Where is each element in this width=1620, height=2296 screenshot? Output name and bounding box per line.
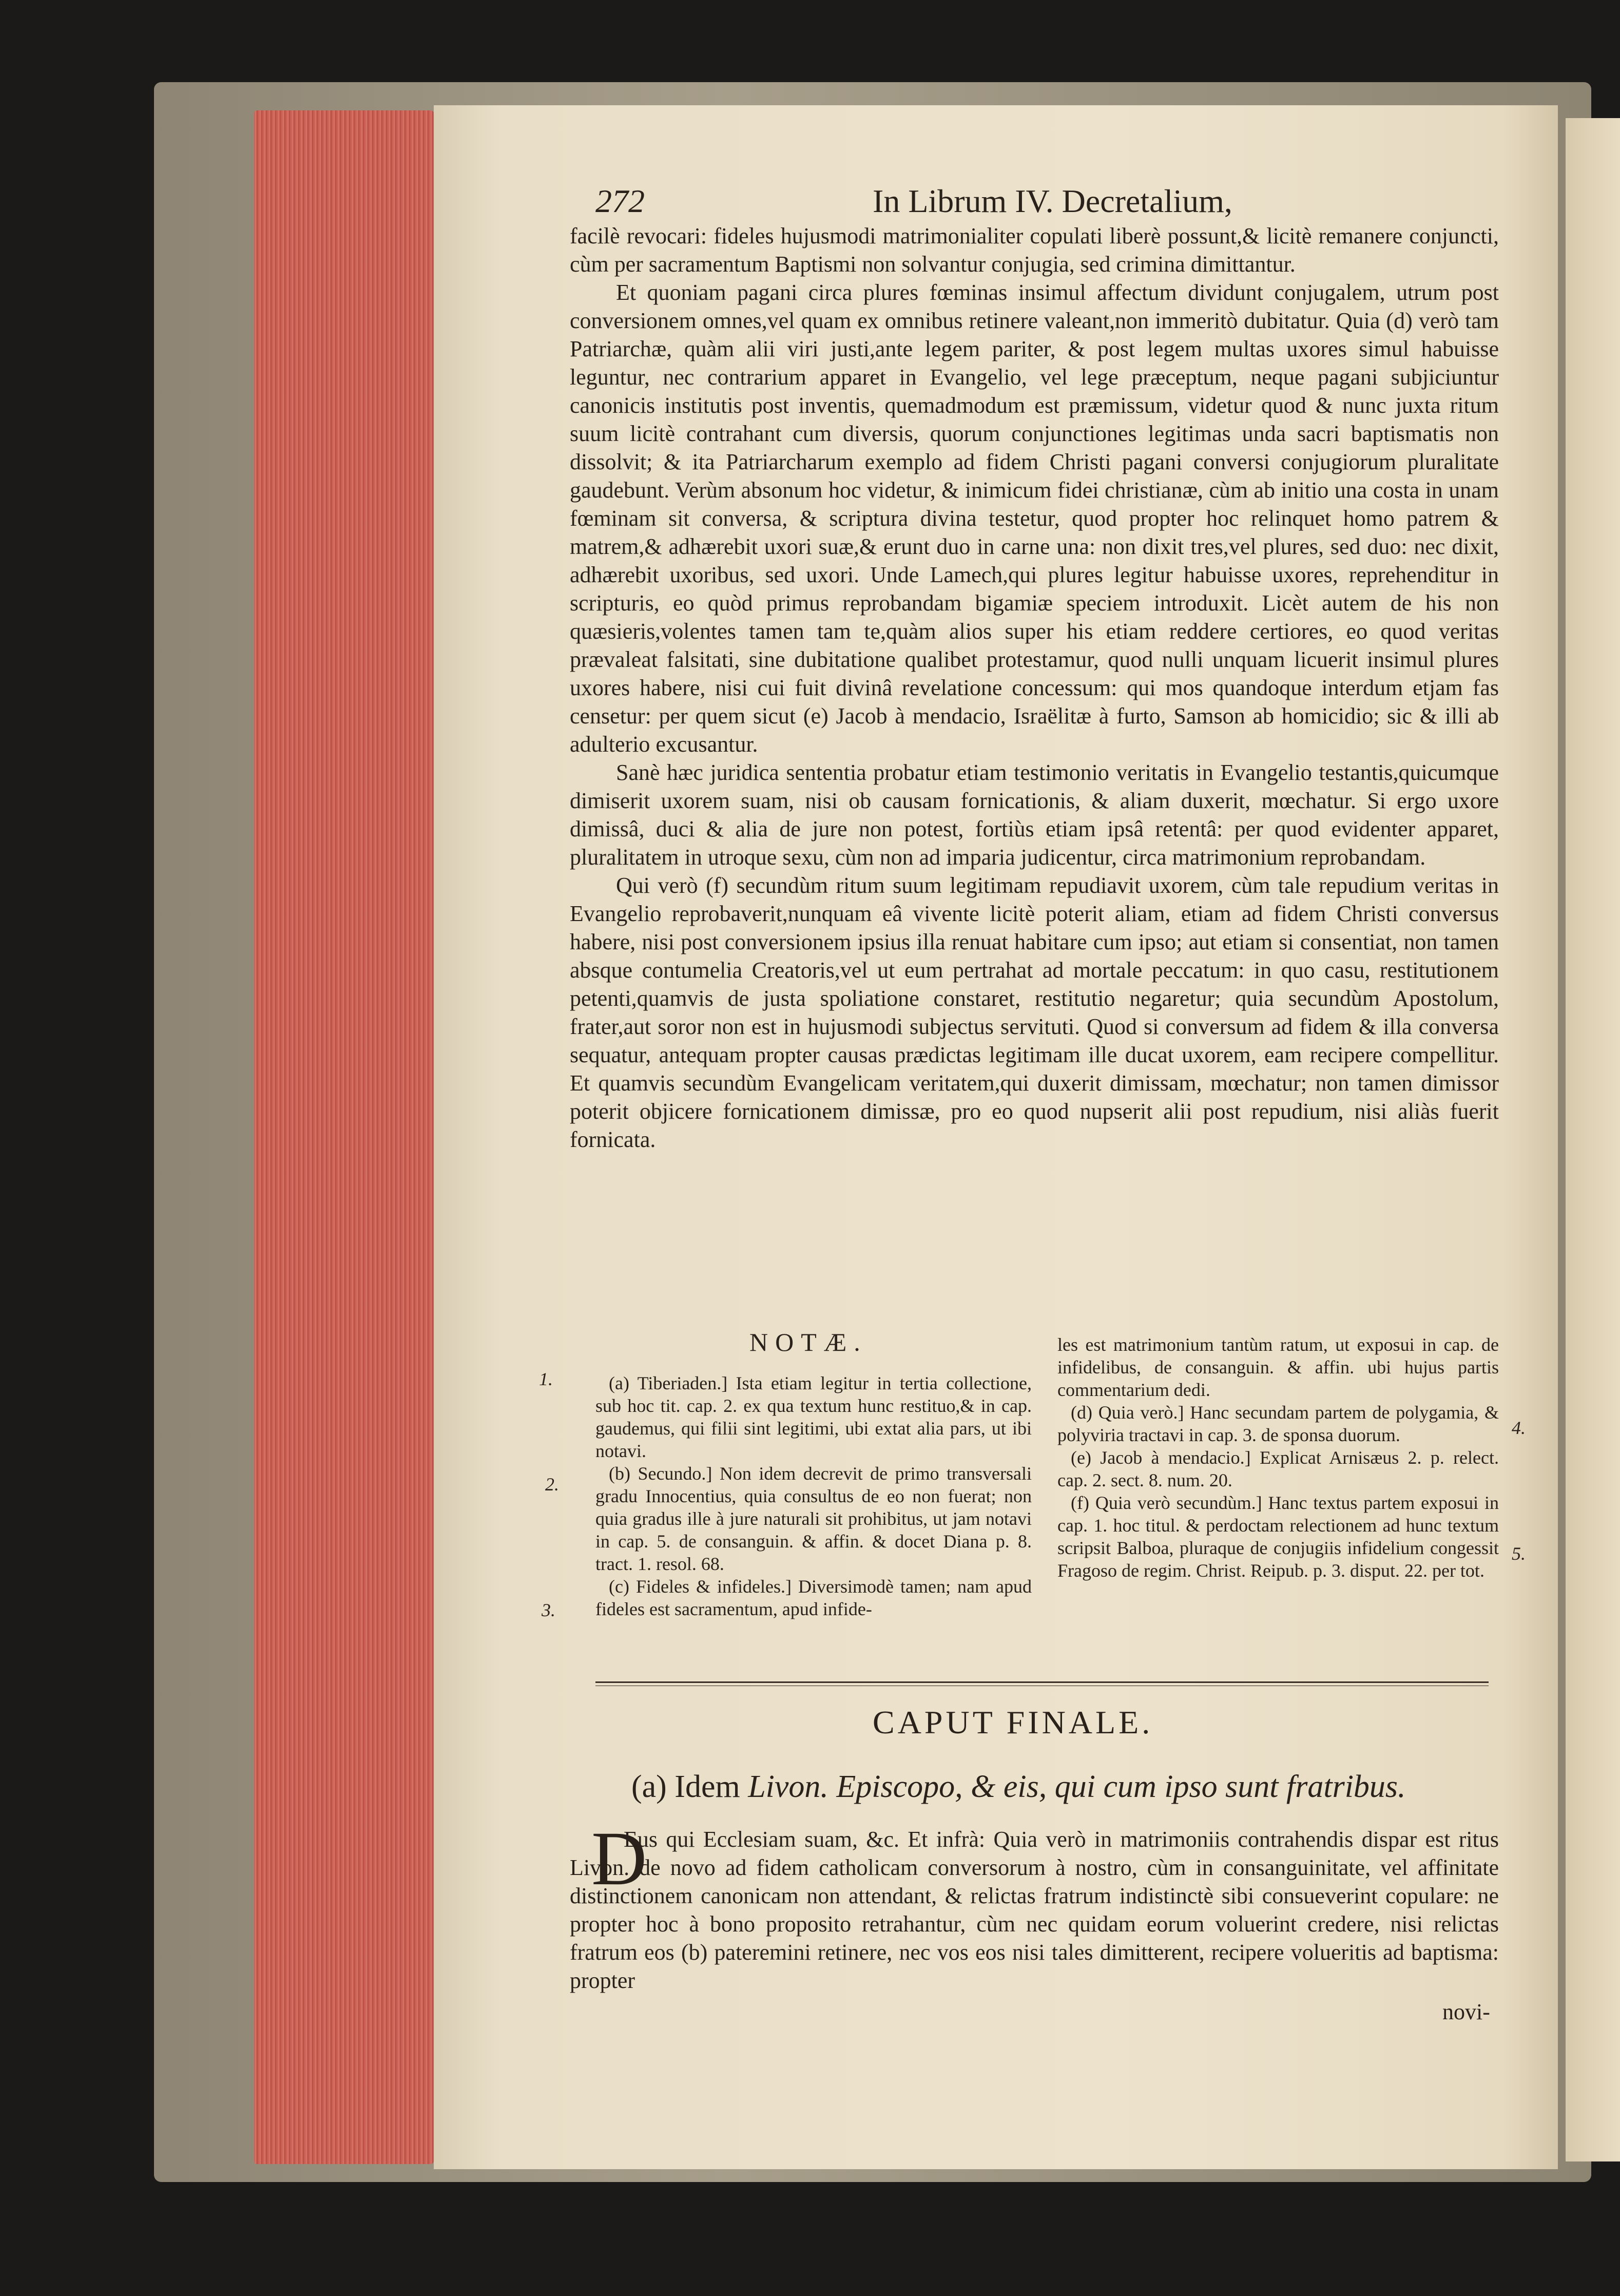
margin-number: 2. <box>545 1474 559 1495</box>
chapter-title: CAPUT FINALE. <box>873 1704 1153 1740</box>
main-text <box>570 222 1499 1154</box>
notes-left-column <box>595 1372 1032 1620</box>
divider-rule <box>595 1681 1489 1683</box>
note-entry: (f) Quia verò secundùm.] Hanc textus partem exposui in cap. 1. hoc titul. & perdoctam relectionem ad hunc textum scripsit Balboa, pluraque de conjugiis infidelium congessit Fragoso de regim. Christ. Reipub. p. 3. disput. 22. per tot. <box>1057 1493 1499 1581</box>
note-entry: (e) Jacob à mendacio.] Explicat Arnisæus 2. p. relect. cap. 2. sect. 8. num. 20. <box>1057 1447 1499 1490</box>
chapter-paragraph: Eus qui Ecclesiam suam, &c. Et infrà: Quia verò in matrimoniis contrahendis dispar est ritus Livon. de novo ad fidem catholicam conversorum à nostro, cùm in consanguinitate, vel affinitate distinctionem canonicam non attendant, & relictas fratrum indistinctè sibi consueverint copulare: ne propter hoc à bono proposito retrahantur, cùm nec quidam eorum voluerint credere, nisi relictas fratrum eos (b) pateremini retinere, nec vos eos nisi tales dimitterent, recipere volueritis ad baptisma: propter <box>570 1827 1499 1993</box>
note-entry: (c) Fideles & infideles.] Diversimodè tamen; nam apud fideles est sacramentum, apud infide- <box>595 1576 1032 1619</box>
margin-number: 3. <box>542 1600 555 1620</box>
main-paragraph: facilè revocari: fideles hujusmodi matrimonialiter copulati liberè possunt,& licitè remanere conjuncti, cùm per sacramentum Baptismi non solvantur conjugia, sed crimina dimittantur. <box>570 223 1499 277</box>
chapter-subtitle-italic: Livon. Episcopo, & eis, qui cum ipso sunt fratribus. <box>748 1769 1406 1804</box>
notes-right-column <box>1057 1333 1499 1582</box>
running-title: In Librum IV. Decretalium, <box>873 183 1232 219</box>
chapter-subtitle <box>631 1769 1504 1805</box>
margin-number: 1. <box>539 1369 553 1389</box>
notes-title: NOTÆ. <box>749 1328 867 1356</box>
page-number: 272 <box>595 183 645 219</box>
main-paragraph: Sanè hæc juridica sententia probatur etiam testimonio veritatis in Evangelio testantis,quicumque dimiserit uxorem suam, nisi ob causam fornicationis, & aliam duxerit, mœchatur. Si ergo uxore dimissâ, duci & alia de jure non potest, fortiùs etiam ipsâ retentâ: per quod evidenter apparet, pluralitatem in utroque sexu, cùm non ad imparia judicentur, circa matrimonium reprobandam. <box>570 760 1499 870</box>
chapter-subtitle-prefix: (a) Idem <box>631 1769 740 1804</box>
margin-number: 4. <box>1512 1418 1526 1438</box>
drop-cap: D <box>591 1816 647 1901</box>
note-entry: (b) Secundo.] Non idem decrevit de primo transversali gradu Innocentius, quia consultus de eo non fuerat; non quia gradus ille à jure naturali sit prohibitus, ut jam notavi in cap. 5. de consanguin. & affin. & docet Diana p. 8. tract. 1. resol. 68. <box>595 1463 1032 1574</box>
margin-number: 5. <box>1512 1543 1526 1564</box>
chapter-text <box>570 1825 1499 1995</box>
catchword: novi- <box>1442 1999 1490 2024</box>
note-entry: les est matrimonium tantùm ratum, ut exposui in cap. de infidelibus, de consanguin. & affin. ubi hujus partis commentarium dedi. <box>1057 1334 1499 1400</box>
main-paragraph: Qui verò (f) secundùm ritum suum legitimam repudiavit uxorem, cùm tale repudium veritas in Evangelio reprobaverit,nunquam eâ vivente licitè poterit aliam, etiam ad fidem Christi conversus habere, nisi post conversionem ipsius illa renuat habitare cum ipso; aut etiam si consentiat, non tamen absque contumelia Creatoris,vel ut eum pertrahat ad mortale peccatum: in quo casu, restitutionem petenti,quamvis de justa spoliatione constaret, restitutio negaretur; quia secundùm Apostolum, frater,aut soror non est in hujusmodi subjectus servituti. Quod si conversum ad fidem & illa conversa sequatur, antequam propter causas prædictas legitimam ille ducat uxorem, eam recipere compellitur. Et quamvis secundùm Evangelicam veritatem,qui duxerit dimissam, mœchatur; non tamen dimissor poterit objicere fornicationem dimissæ, pro eo quod nupserit alii post repudium, nisi aliàs fuerit fornicata. <box>570 873 1499 1152</box>
page-edges <box>254 110 434 2164</box>
note-entry: (a) Tiberiaden.] Ista etiam legitur in tertia collectione, sub hoc tit. cap. 2. ex qua textum hunc restituo,& in cap. gaudemus, qui filii sint legitimi, ubi extat alia pars, ut ibi notavi. <box>595 1373 1032 1461</box>
note-entry: (d) Quia verò.] Hanc secundam partem de polygamia, & polyviria tractavi in cap. 3. de sponsa duorum. <box>1057 1402 1499 1445</box>
main-paragraph: Et quoniam pagani circa plures fœminas insimul affectum dividunt conjugalem, utrum post conversionem omnes,vel quam ex omnibus retinere valeant,non immeritò dubitatur. Quia (d) verò tam Patriarchæ, quàm alii viri justi,ante legem pariter, & post legem multas uxores simul habuisse leguntur, nec contrarium apparet in Evangelio, vel lege præceptum, neque pagani subjiciuntur canonicis institutis post inventis, quemadmodum est præmissum, videtur quod & nunc juxta ritum suum licitè contrahant cum diversis, quorum conjunctiones legitimas unda sacri baptismatis non dissolvit; & ita Patriarcharum exemplo ad fidem Christi pagani conversi conjugiorum pluralitate gaudebunt. Verùm absonum hoc videtur, & inimicum fidei christianæ, cùm ab initio una costa in unam fœminam sit conversa, & scriptura divina testetur, quod propter hoc relinquet homo patrem & matrem,& adhærebit uxori suæ,& erunt duo in carne una: non dixit tres,vel plures, sed duo: nec dixit, adhærebit uxoribus, sed uxori. Unde Lamech,qui plures legitur habuisse uxores, reprehenditur in scripturis, eo quòd primus reprobandam bigamiæ speciem introduxit. Licèt autem de his non quæsieris,volentes tamen tam te,quàm alios super his etiam reddere certiores, eo quod veritas prævaleat falsitati, sine dubitatione qualibet protestamur, quod nulli unquam licuerit insimul plures uxores habere, nisi cui fuit divinâ revelatione concessum: qui mos quandoque interdum etjam fas censetur: per quem sicut (e) Jacob à mendacio, Israëlitæ à furto, Samson ab homicidio; sic & illi ab adulterio excusantur. <box>570 280 1499 757</box>
facing-page-edge <box>1566 118 1620 2161</box>
